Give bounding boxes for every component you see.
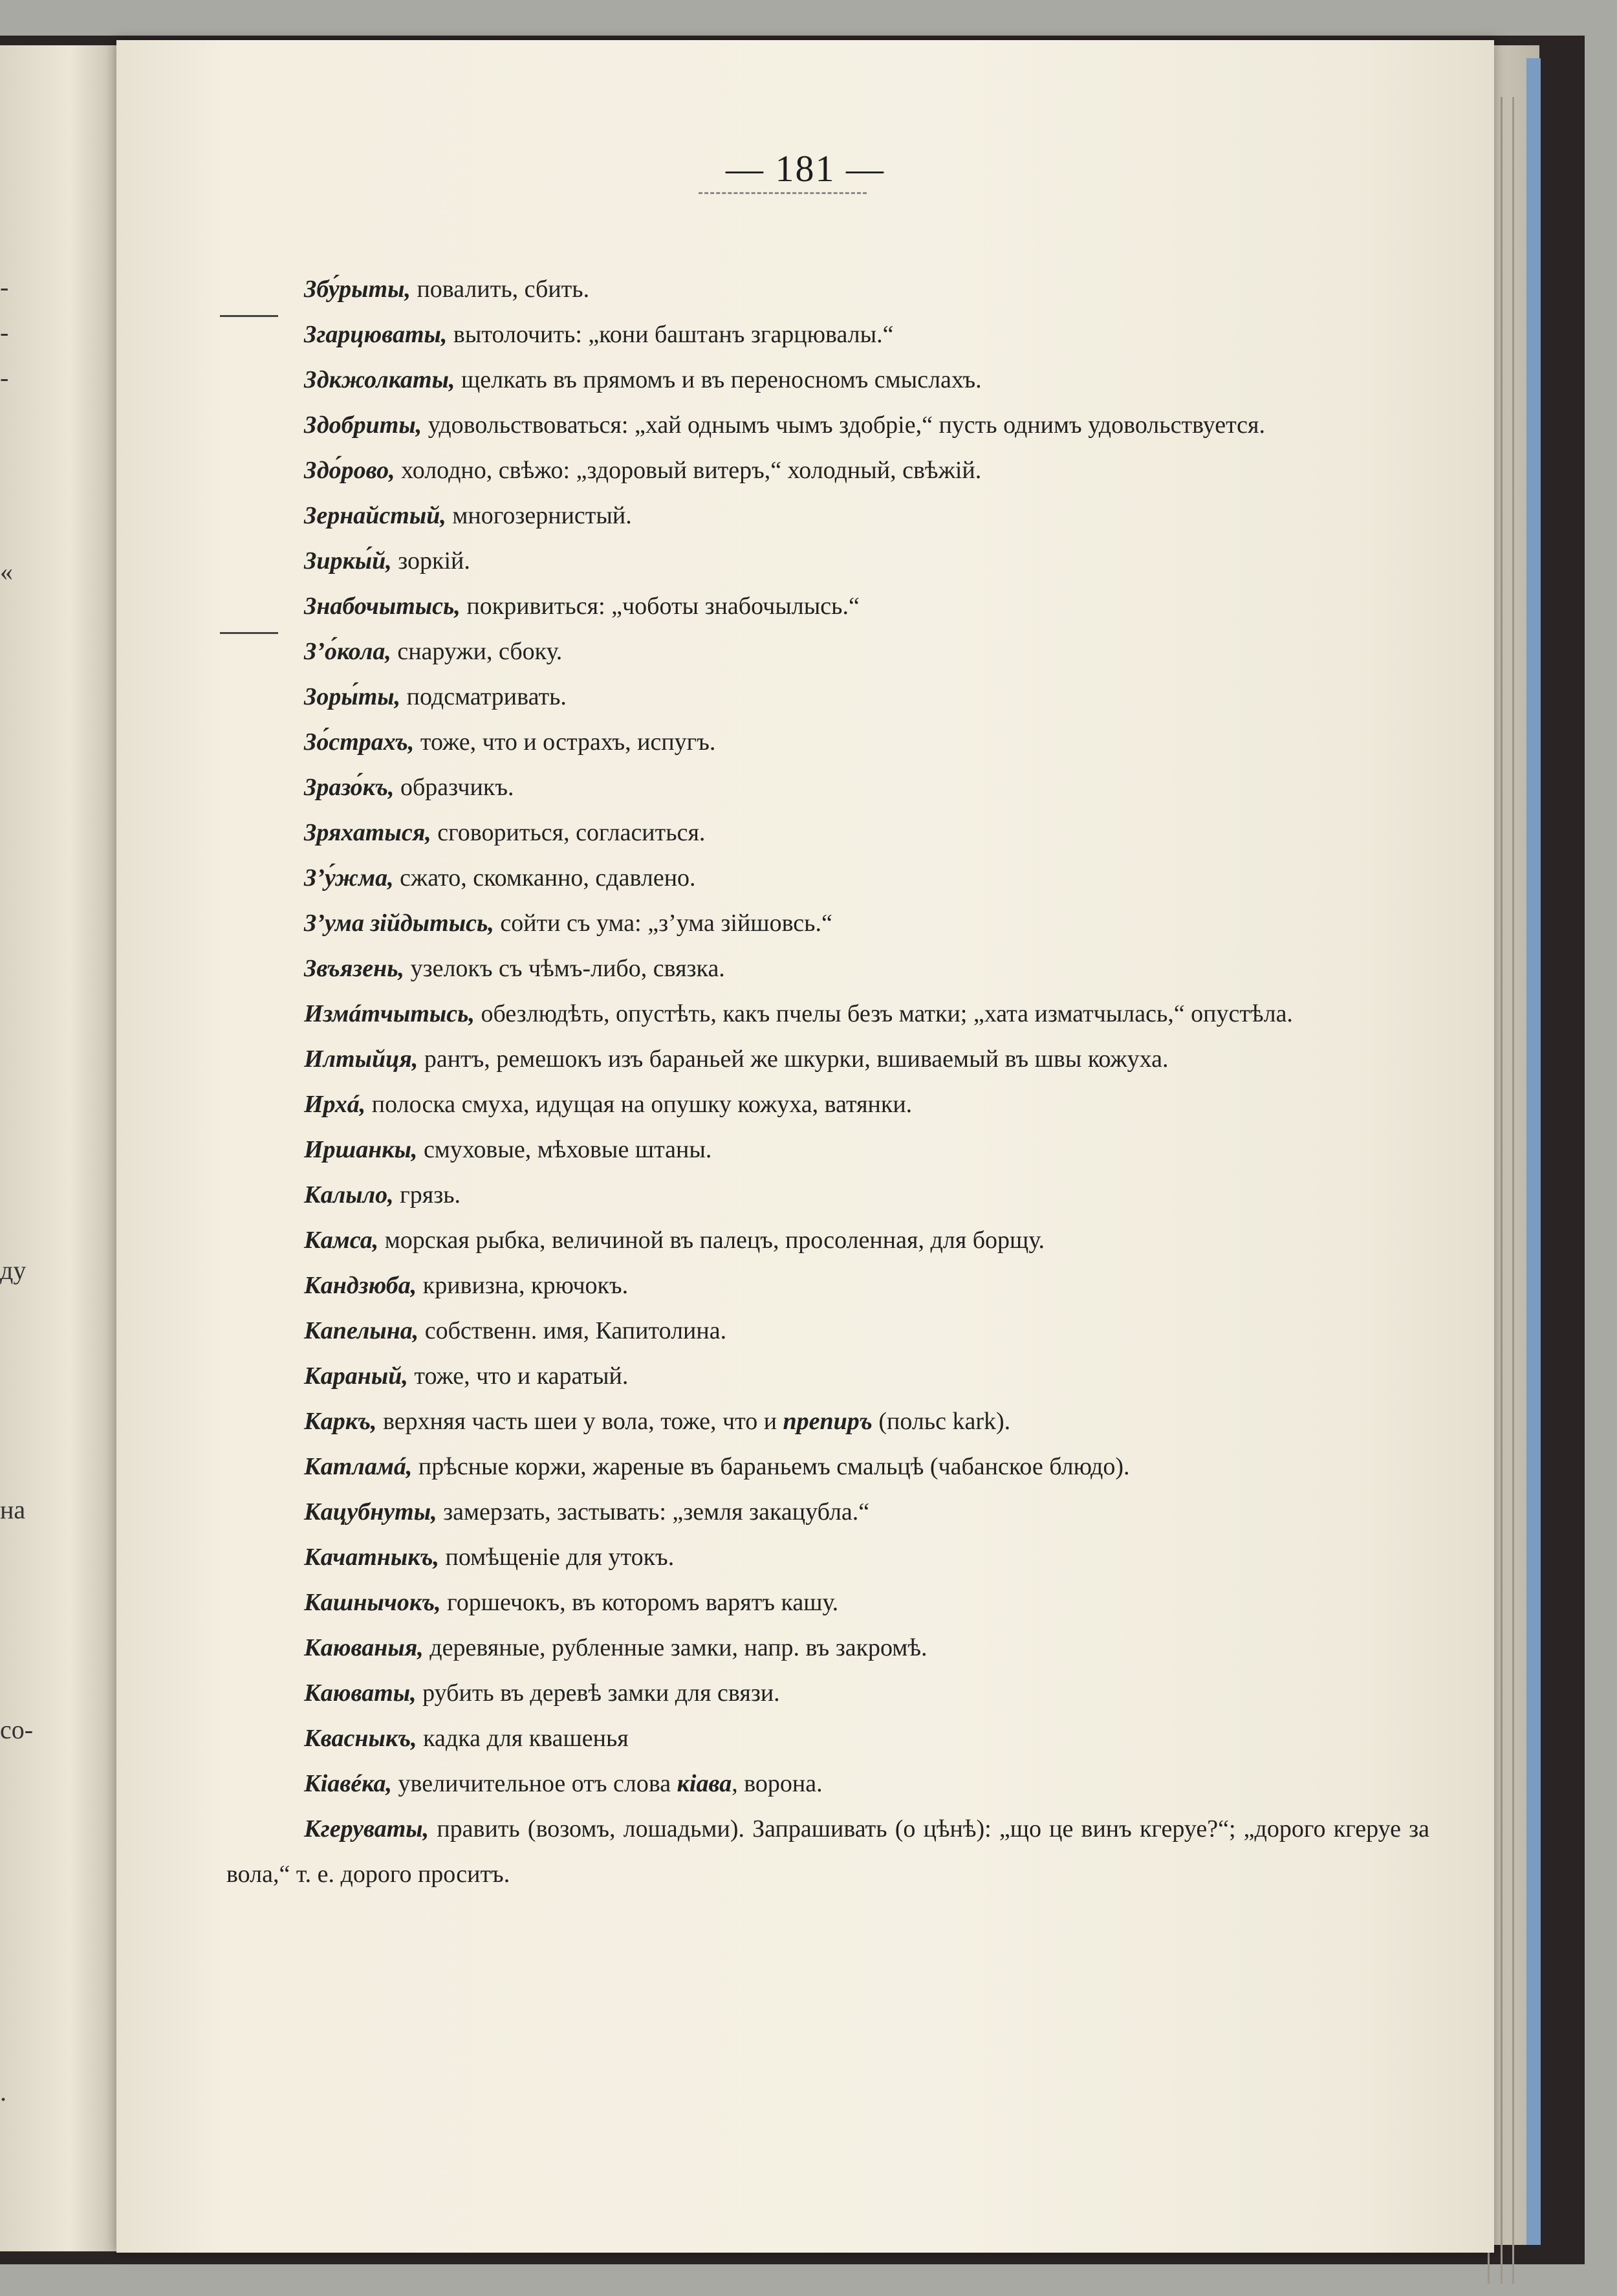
left-page-fragment: . bbox=[0, 2077, 6, 2106]
dictionary-entry bbox=[226, 901, 1429, 946]
dictionary-entry bbox=[226, 538, 1429, 584]
definition: снаружи, сбоку. bbox=[391, 638, 563, 665]
dictionary-entry bbox=[226, 357, 1429, 402]
definition: зоркій. bbox=[391, 547, 470, 574]
dictionary-entry bbox=[226, 1580, 1429, 1625]
definition: удовольствоваться: „хай однымъ чымъ здобріе,“ пусть однимъ удовольствуется. bbox=[422, 411, 1266, 439]
definition: вытолочить: „кони баштанъ згарцювалы.“ bbox=[447, 321, 894, 348]
definition: кадка для квашенья bbox=[417, 1725, 629, 1752]
definition: смуховые, мѣховые штаны. bbox=[417, 1136, 712, 1163]
dictionary-entry bbox=[226, 1806, 1429, 1897]
headword: Зернайстый, bbox=[304, 502, 446, 529]
dictionary-entry bbox=[226, 267, 1429, 312]
headword: Измáтчытысь, bbox=[304, 1000, 475, 1027]
dictionary-entry bbox=[226, 855, 1429, 901]
headword: Здо́рово, bbox=[304, 457, 395, 484]
dictionary-entry bbox=[226, 1036, 1429, 1082]
dictionary-entries bbox=[226, 267, 1429, 1897]
headword: Знабочытысь, bbox=[304, 593, 461, 620]
headword: Згарцюваты, bbox=[304, 321, 448, 348]
headword: Камса, bbox=[304, 1227, 379, 1254]
headword: Звъязень, bbox=[304, 955, 405, 982]
dictionary-entry bbox=[226, 1263, 1429, 1308]
dictionary-entry bbox=[226, 719, 1429, 765]
headword: Зразо́къ, bbox=[304, 774, 395, 801]
headword: Зо́страхъ, bbox=[304, 728, 415, 756]
headword: Иршанкы, bbox=[304, 1136, 418, 1163]
headword: Капелына, bbox=[304, 1317, 419, 1344]
dictionary-entry bbox=[226, 1716, 1429, 1761]
headword: Качатныкъ, bbox=[304, 1544, 440, 1571]
dictionary-entry bbox=[226, 1308, 1429, 1353]
headword: Зоры́ты, bbox=[304, 683, 401, 710]
cross-reference-word: кіава bbox=[677, 1770, 732, 1797]
definition: сжато, скомканно, сдавлено. bbox=[393, 864, 696, 891]
dictionary-entry bbox=[226, 1218, 1429, 1263]
dictionary-entry bbox=[226, 1399, 1429, 1444]
dictionary-entry bbox=[226, 1761, 1429, 1806]
definition: многозернистый. bbox=[446, 502, 632, 529]
definition: верхняя часть шеи у вола, тоже, что и bbox=[376, 1408, 783, 1435]
definition: образчикъ. bbox=[394, 774, 514, 801]
dictionary-entry bbox=[226, 584, 1429, 629]
headword: Квасныкъ, bbox=[304, 1725, 417, 1752]
left-page-edge bbox=[0, 45, 116, 2251]
headword: Кандзюба, bbox=[304, 1272, 417, 1299]
definition: сойти съ ума: „з’ума зійшовсь.“ bbox=[494, 910, 832, 937]
left-page-fragment: на bbox=[0, 1495, 26, 1524]
headword: З’о́кола, bbox=[304, 638, 391, 665]
headword: Ирхá, bbox=[304, 1091, 366, 1118]
left-page-fragment: « bbox=[0, 557, 13, 586]
headword: З’у́жма, bbox=[304, 864, 394, 891]
definition: покривиться: „чоботы знабочылысь.“ bbox=[460, 593, 860, 620]
dictionary-entry bbox=[226, 1127, 1429, 1172]
dictionary-entry bbox=[226, 1444, 1429, 1489]
dictionary-entry bbox=[226, 765, 1429, 810]
page-edge-line bbox=[1501, 97, 1503, 2284]
headword: Каюваныя, bbox=[304, 1634, 424, 1661]
definition: подсматривать. bbox=[400, 683, 567, 710]
headword: Здобриты, bbox=[304, 411, 422, 439]
dictionary-entry bbox=[226, 1353, 1429, 1399]
cross-reference-word: препиръ bbox=[783, 1408, 873, 1435]
definition: холодно, свѣжо: „здоровый витеръ,“ холодный, свѣжій. bbox=[395, 457, 982, 484]
left-page-fragment: - bbox=[0, 363, 9, 392]
headword: Каюваты, bbox=[304, 1679, 417, 1707]
definition: рантъ, ремешокъ изъ бараньей же шкурки, вшиваемый въ швы кожуха. bbox=[418, 1045, 1169, 1073]
headword: Зиркы́й, bbox=[304, 547, 392, 574]
headword: Кгеруваты, bbox=[304, 1815, 429, 1842]
headword: Катламá, bbox=[304, 1453, 413, 1480]
page-number-underline bbox=[699, 192, 867, 194]
dictionary-entry bbox=[226, 1625, 1429, 1670]
book-page bbox=[116, 40, 1494, 2253]
dictionary-entry bbox=[226, 1535, 1429, 1580]
page-edge-line bbox=[1512, 97, 1514, 2284]
definition: обезлюдѣть, опустѣть, какъ пчелы безъ матки; „хата изматчылась,“ опустѣла. bbox=[475, 1000, 1293, 1027]
definition: полоска смуха, идущая на опушку кожуха, ватянки. bbox=[365, 1091, 913, 1118]
definition: деревяные, рубленные замки, напр. въ закромѣ. bbox=[423, 1634, 928, 1661]
headword: Кашнычокъ, bbox=[304, 1589, 441, 1616]
dictionary-entry bbox=[226, 629, 1429, 674]
dictionary-entry bbox=[226, 493, 1429, 538]
definition: морская рыбка, величиной въ палецъ, просоленная, для борщу. bbox=[378, 1227, 1045, 1254]
definition: править (возомъ, лошадьми). Запрашивать (о цѣнѣ): „що це винъ кгеруе?“; „дорого кгеруе за вола,“ т. е. дорого проситъ. bbox=[226, 1815, 1429, 1888]
dictionary-entry bbox=[226, 946, 1429, 991]
headword: Здкжолкаты, bbox=[304, 366, 455, 393]
headword: Кіавéка, bbox=[304, 1770, 392, 1797]
definition: тоже, что и каратый. bbox=[407, 1362, 629, 1390]
dictionary-entry bbox=[226, 991, 1429, 1036]
definition: кривизна, крючокъ. bbox=[417, 1272, 629, 1299]
page-number: — 181 — bbox=[726, 148, 885, 190]
definition: рубить въ деревѣ замки для связи. bbox=[416, 1679, 780, 1707]
headword: Збу́рыты, bbox=[304, 276, 411, 303]
headword: Каркъ, bbox=[304, 1408, 377, 1435]
definition: горшечокъ, въ которомъ варятъ кашу. bbox=[440, 1589, 839, 1616]
left-page-fragment: со- bbox=[0, 1715, 34, 1744]
dictionary-entry bbox=[226, 1172, 1429, 1218]
definition-continued: (польс kark). bbox=[872, 1408, 1011, 1435]
definition: увеличительное отъ слова bbox=[392, 1770, 677, 1797]
dictionary-entry bbox=[226, 810, 1429, 855]
definition: помѣщеніе для утокъ. bbox=[439, 1544, 675, 1571]
definition-continued: , ворона. bbox=[732, 1770, 823, 1797]
definition: узелокъ съ чѣмъ-либо, связка. bbox=[404, 955, 725, 982]
headword: Илтыйця, bbox=[304, 1045, 418, 1073]
dictionary-entry bbox=[226, 312, 1429, 357]
definition: сговориться, согласиться. bbox=[431, 819, 706, 846]
headword: Кацубнуты, bbox=[304, 1498, 437, 1525]
definition: тоже, что и острахъ, испугъ. bbox=[414, 728, 716, 756]
definition: замерзать, застывать: „земля закацубла.“ bbox=[437, 1498, 870, 1525]
dictionary-entry bbox=[226, 1489, 1429, 1535]
headword: Караный, bbox=[304, 1362, 408, 1390]
dictionary-entry bbox=[226, 674, 1429, 719]
bookmark-strip bbox=[1526, 58, 1541, 2245]
left-page-fragment: - bbox=[0, 318, 9, 347]
dictionary-entry bbox=[226, 448, 1429, 493]
definition: прѣсные коржи, жареные въ бараньемъ смальцѣ (чабанское блюдо). bbox=[412, 1453, 1130, 1480]
dictionary-entry bbox=[226, 1670, 1429, 1716]
definition: повалить, сбить. bbox=[410, 276, 590, 303]
definition: собственн. имя, Капитолина. bbox=[418, 1317, 727, 1344]
headword: Зряхатыся, bbox=[304, 819, 431, 846]
dictionary-entry bbox=[226, 1082, 1429, 1127]
left-page-fragment: - bbox=[0, 272, 9, 301]
definition: щелкать въ прямомъ и въ переносномъ смыслахъ. bbox=[455, 366, 982, 393]
headword: Калыло, bbox=[304, 1181, 394, 1208]
left-page-fragment: ду bbox=[0, 1256, 27, 1285]
definition: грязь. bbox=[393, 1181, 461, 1208]
dictionary-entry bbox=[226, 402, 1429, 448]
headword: З’ума зійдытысь, bbox=[304, 910, 494, 937]
